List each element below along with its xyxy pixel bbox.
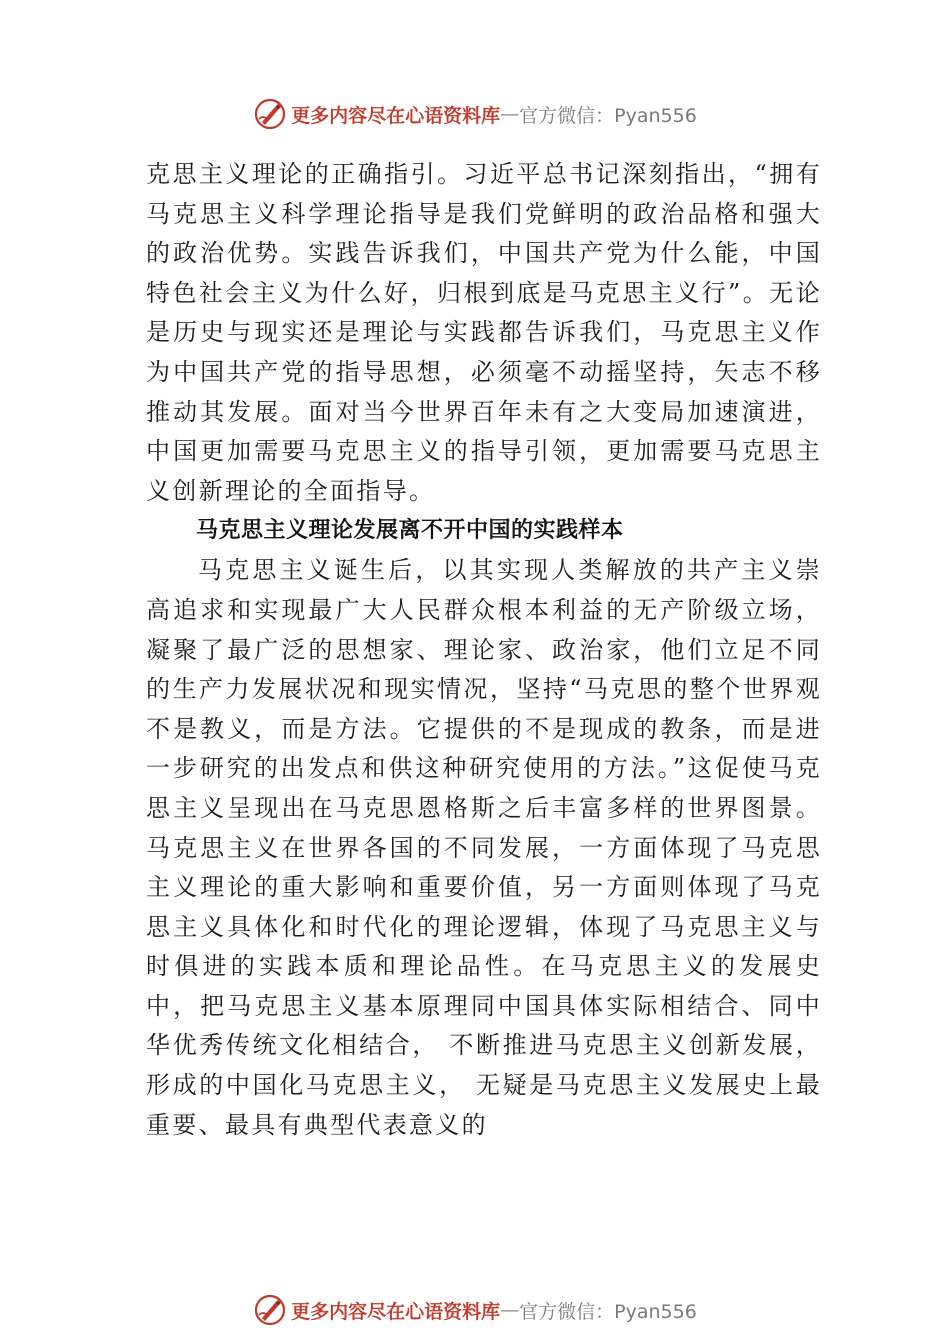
footer-banner: [0, 1290, 950, 1330]
header-banner: [0, 94, 950, 134]
footer-contact-text: 官方微信：Pyan556: [519, 1300, 697, 1323]
footer-dash: —: [500, 1299, 520, 1321]
paragraph-1: 克思主义理论的正确指引。习近平总书记深刻指出，“拥有马克思主义科学理论指导是我们党鲜明的政治品格和强大的政治优势。实践告诉我们，中国共产党为什么能，中国特色社会主义为什么好，归根到底是马克思主义行”。无论是历史与现实还是理论与实践都告诉我们，马克思主义作为中国共产党的指导思想，必须毫不动摇坚持，矢志不移推动其发展。面对当今世界百年未有之大变局加速演进，中国更加需要马克思主义的指导引领，更加需要马克思主义创新理论的全面指导。: [146, 160, 822, 505]
header-brand-text: 更多内容尽在心语资料库: [291, 104, 501, 127]
document-body: [146, 155, 822, 1145]
paragraph-2: 马克思主义诞生后，以其实现人类解放的共产主义崇高追求和实现最广大人民群众根本利益的无产阶级立场，凝聚了最广泛的思想家、理论家、政治家，他们立足不同的生产力发展状况和现实情况，坚持“马克思的整个世界观不是教义，而是方法。它提供的不是现成的教条，而是进一步研究的出发点和供这种研究使用的方法。”这促使马克思主义呈现出在马克思恩格斯之后丰富多样的世界图景。马克思主义在世界各国的不同发展，一方面体现了马克思主义理论的重大影响和重要价值，另一方面则体现了马克思主义具体化和时代化的理论逻辑，体现了马克思主义与时俱进的实践本质和理论品性。在马克思主义的发展史中，把马克思主义基本原理同中国具体实际相结合、同中华优秀传统文化相结合， 不断推进马克思主义创新发展，形成的中国化马克思主义， 无疑是马克思主义发展史上最重要、最具有典型代表意义的: [146, 556, 822, 1139]
header-contact-text: 官方微信：Pyan556: [519, 104, 697, 127]
pen-logo-icon: [253, 97, 287, 131]
header-dash: —: [500, 103, 520, 125]
pen-logo-icon: [253, 1293, 287, 1327]
section-heading: 马克思主义理论发展离不开中国的实践样本: [196, 518, 624, 544]
footer-brand-text: 更多内容尽在心语资料库: [291, 1300, 501, 1323]
